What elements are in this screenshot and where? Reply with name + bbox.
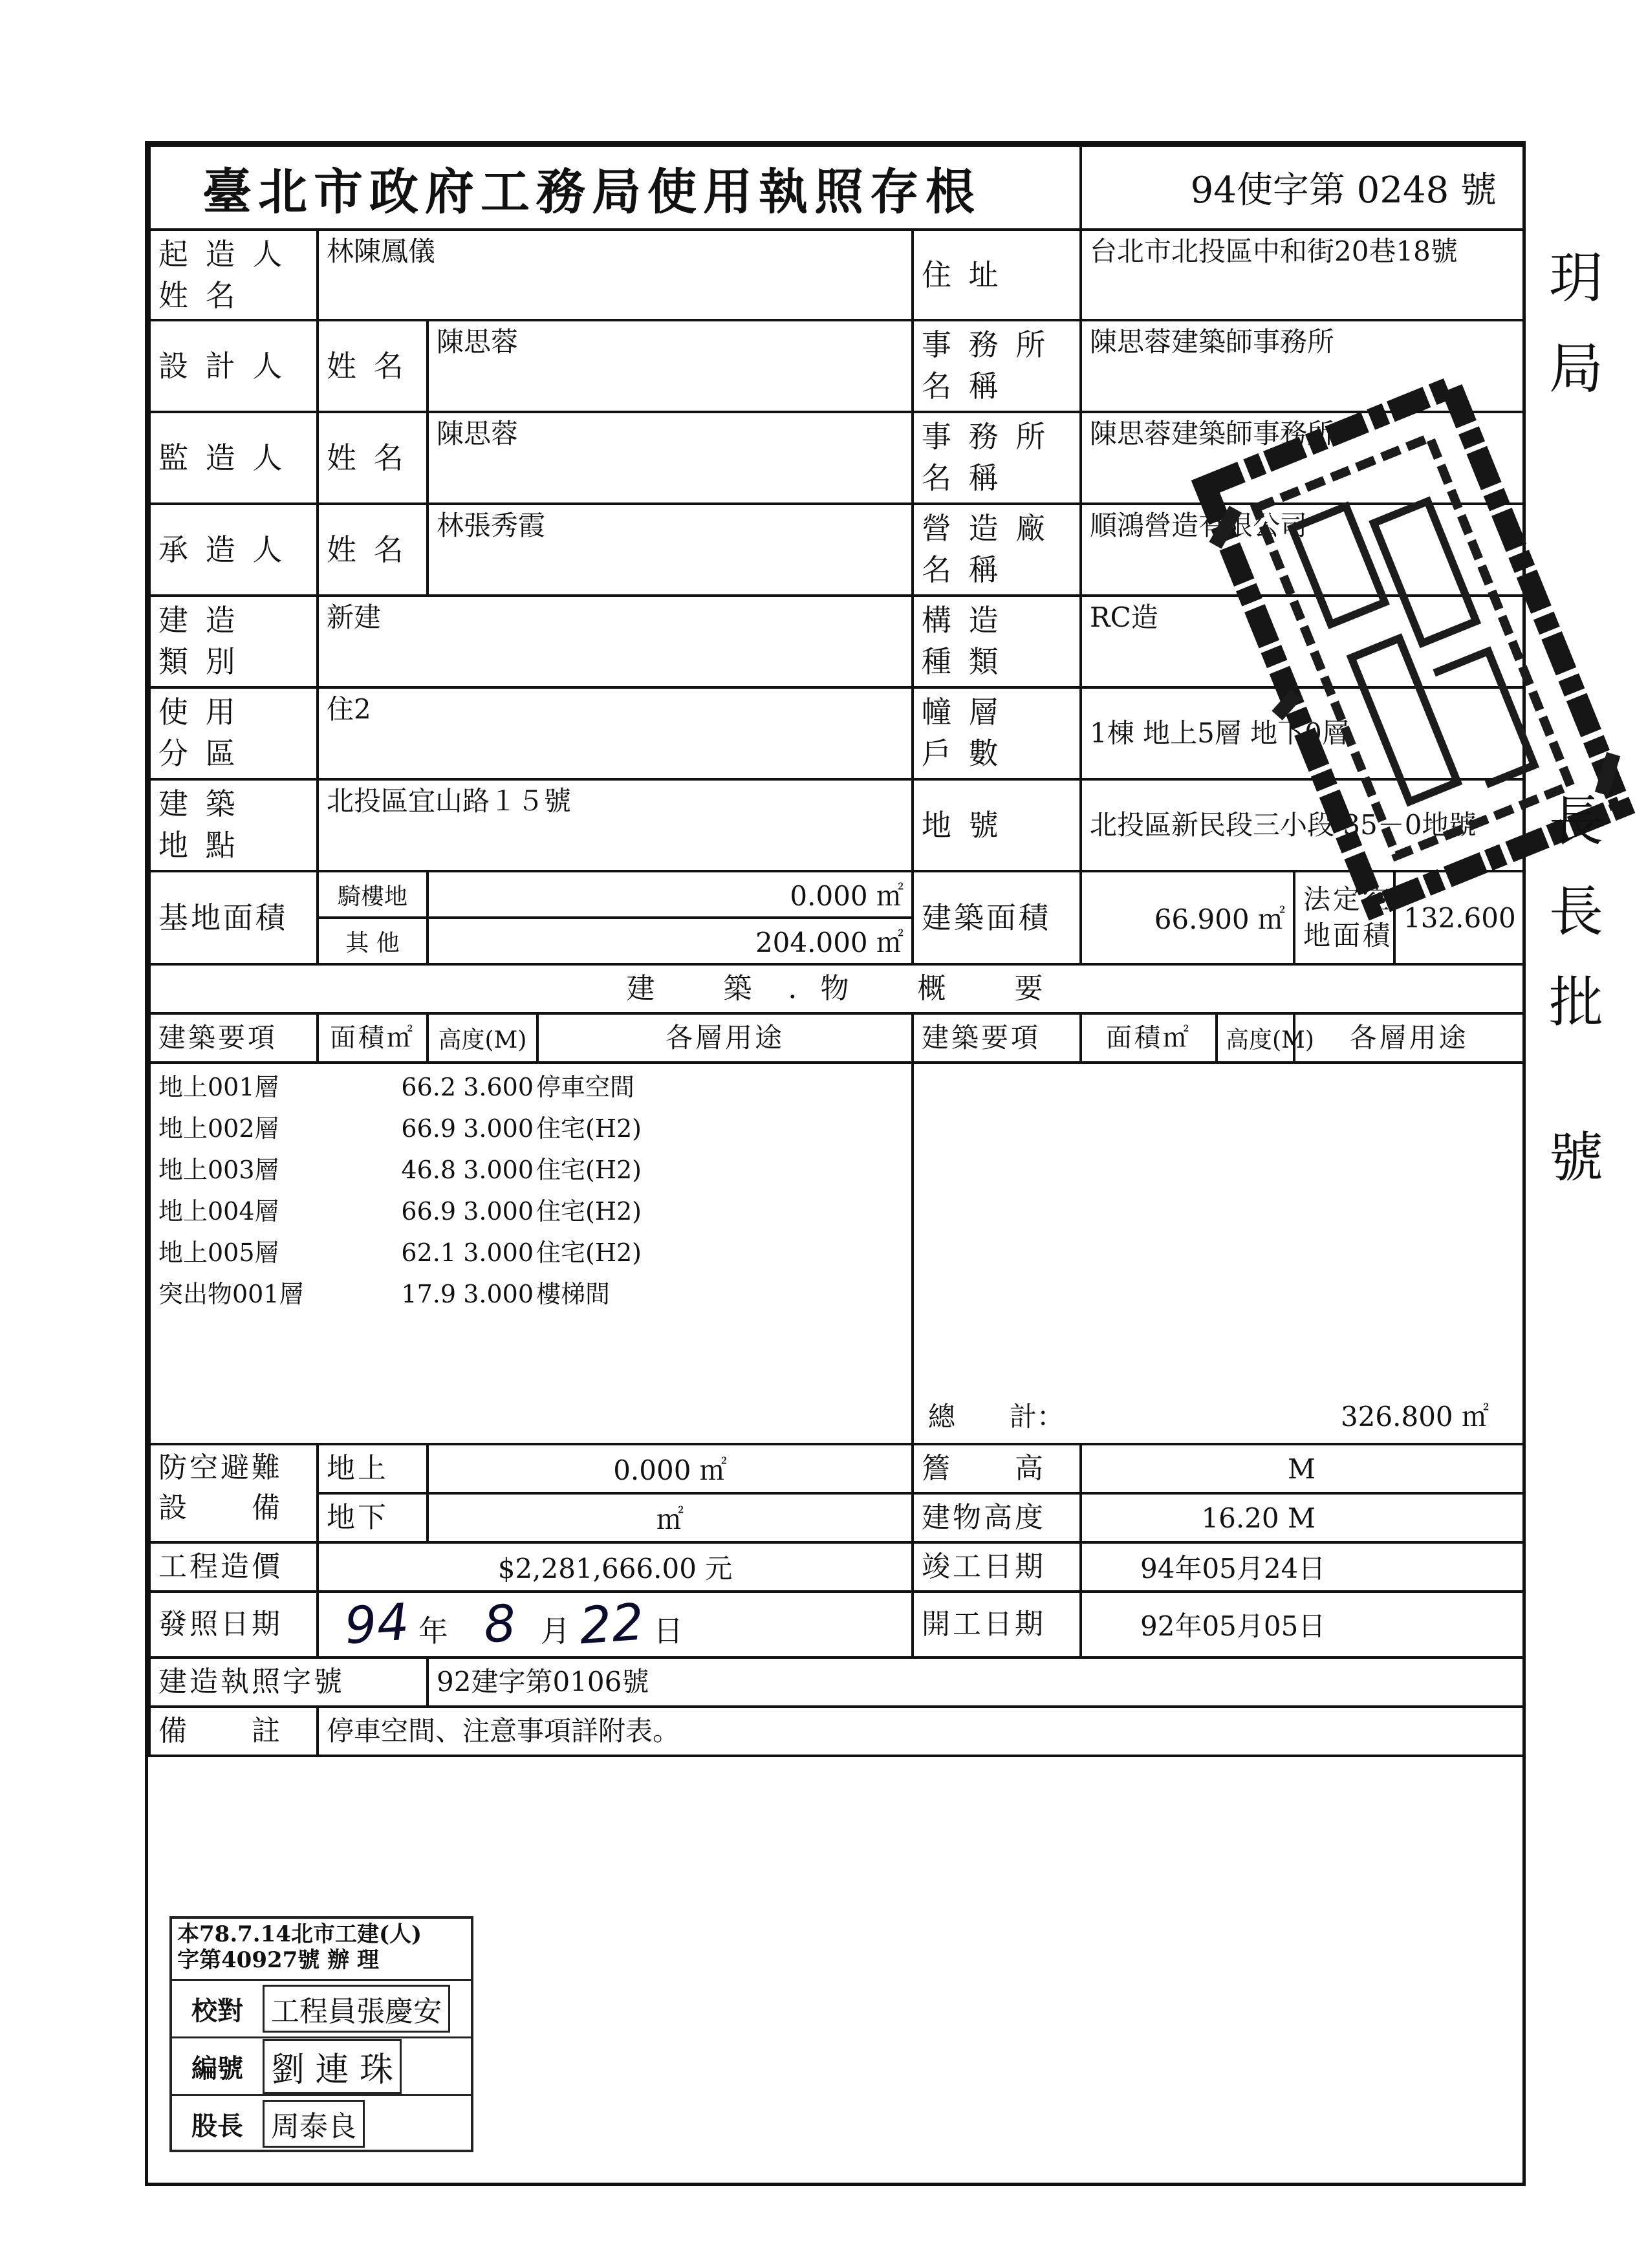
seal-check-row [172, 1981, 471, 2038]
units: 1棟 地上5層 地下0層 [1081, 687, 1524, 779]
build-permit-label: 建造執照字號 [149, 1658, 428, 1707]
zone: 住2 [318, 687, 913, 779]
floor-row: 地上003層 46.8 3.000 住宅(H2) [158, 1156, 642, 1184]
complete-date: 94年05月24日 [1081, 1542, 1524, 1592]
floor-row: 地上005層 62.1 3.000 住宅(H2) [158, 1238, 642, 1267]
supervisor-name-label: 姓 名 [318, 412, 428, 504]
shelter-label: 防空避難 設 備 [149, 1444, 318, 1542]
designer-name-label: 姓 名 [318, 320, 428, 412]
shelter-below-area: ㎡ [428, 1493, 913, 1542]
seal-number-value: 劉 連 珠 [263, 2039, 402, 2094]
open-space-area: 132.600 [1394, 871, 1524, 964]
eaves-height: M [1081, 1444, 1524, 1493]
site-area-label: 基地面積 [149, 871, 318, 964]
remarks: 停車空間、注意事項詳附表。 [318, 1707, 1524, 1756]
site-address: 北投區宜山路１５號 [318, 779, 913, 871]
document-title: 臺北市政府工務局使用執照存根 [149, 146, 1081, 230]
building-height-label: 建物高度 [913, 1493, 1081, 1542]
floor-row: 地上002層 66.9 3.000 住宅(H2) [158, 1114, 642, 1143]
col-area-right: 面積㎡ [1081, 1013, 1217, 1063]
shelter-below-label: 地下 [318, 1493, 428, 1542]
other-label: 其 他 [318, 918, 428, 964]
floor-row: 地上004層 66.9 3.000 住宅(H2) [158, 1197, 642, 1226]
col-area-left: 面積㎡ [318, 1013, 428, 1063]
total-row [922, 1398, 1515, 1440]
designer-label: 設 計 人 [149, 320, 318, 412]
building-area: 66.900 ㎡ [1081, 871, 1294, 964]
builder-label: 營 造 廠 名 稱 [913, 504, 1081, 596]
zone-label: 使 用 分 區 [149, 687, 318, 779]
permit-number: 94使字第 0248 號 [1081, 146, 1524, 230]
col-item-right: 建築要項 [913, 1013, 1081, 1063]
units-label: 幢 層 戶 數 [913, 687, 1081, 779]
struct-type-label: 構 造 種 類 [913, 596, 1081, 687]
supervisor-label: 監 造 人 [149, 412, 318, 504]
summary-heading: 建 築 ．物 概 要 [149, 964, 1524, 1013]
col-use-left: 各層用途 [537, 1013, 913, 1063]
building-area-label: 建築面積 [913, 871, 1081, 964]
address-label: 住 址 [913, 230, 1081, 320]
seal-chief-label: 股長 [191, 2110, 243, 2141]
seal-number-row [172, 2038, 471, 2096]
start-date-label: 開工日期 [913, 1592, 1081, 1658]
designer-office: 陳思蓉建築師事務所 [1081, 320, 1524, 412]
complete-date-label: 竣工日期 [913, 1542, 1081, 1592]
issue-year: 94 [342, 1593, 411, 1656]
seal-check-value: 工程員張慶安 [263, 1985, 450, 2033]
build-type-label: 建 造 類 別 [149, 596, 318, 687]
owner-label: 起 造 人 姓 名 [149, 230, 318, 320]
building-height: 16.20 M [1081, 1493, 1524, 1542]
issue-month: 8 [481, 1594, 518, 1655]
col-item-left: 建築要項 [149, 1013, 318, 1063]
arcade-label: 騎樓地 [318, 871, 428, 918]
shelter-above-area: 0.000 ㎡ [428, 1444, 913, 1493]
designer-office-label: 事 務 所 名 稱 [913, 320, 1081, 412]
total-label: 總 計： [928, 1401, 1065, 1432]
margin-vertical-text: 玥 局 長 長 批 號 [1549, 246, 1604, 1189]
cost-label: 工程造價 [149, 1542, 318, 1592]
cost-value: $2,281,666.00 元 [318, 1542, 913, 1592]
other-area: 204.000 ㎡ [428, 918, 913, 964]
supervisor-office-label: 事 務 所 名 稱 [913, 412, 1081, 504]
build-type: 新建 [318, 596, 913, 687]
builder-name: 順鴻營造有限公司 [1081, 504, 1524, 596]
seal-check-label: 校對 [191, 1995, 243, 2026]
floor-list-left [149, 1063, 913, 1444]
shelter-above-label: 地上 [318, 1444, 428, 1493]
remarks-label: 備 註 [149, 1707, 318, 1756]
contractor-name-label: 姓 名 [318, 504, 428, 596]
handling-seal-block [169, 1916, 473, 2152]
contractor-name: 林張秀霞 [428, 504, 913, 596]
supervisor-office: 陳思蓉建築師事務所 [1081, 412, 1524, 504]
issue-day: 22 [578, 1593, 646, 1656]
lot-number: 北投區新民段三小段 35－0地號 [1081, 779, 1524, 871]
floor-list-right [913, 1063, 1524, 1444]
seal-chief-value: 周泰良 [263, 2100, 365, 2148]
eaves-label: 簷 高 [913, 1444, 1081, 1493]
struct-type: RC造 [1081, 596, 1524, 687]
owner-address: 台北市北投區中和街20巷18號 [1081, 230, 1524, 320]
contractor-label: 承 造 人 [149, 504, 318, 596]
seal-reference: 本78.7.14北市工建(人) 字第40927號 辦 理 [172, 1919, 471, 1981]
issue-date-label: 發照日期 [149, 1592, 318, 1658]
owner-name: 林陳鳳儀 [318, 230, 913, 320]
lot-label: 地 號 [913, 779, 1081, 871]
open-space-label: 法定空 地面積 [1294, 871, 1394, 964]
arcade-area: 0.000 ㎡ [428, 871, 913, 918]
floor-row: 突出物001層 17.9 3.000 樓梯間 [158, 1280, 611, 1308]
permit-table [148, 144, 1525, 1757]
total-area: 326.800 ㎡ [1340, 1401, 1489, 1432]
build-permit-number: 92建字第0106號 [428, 1658, 1524, 1707]
col-height-right: 高度(M) [1217, 1013, 1294, 1063]
col-use-right: 各層用途 [1294, 1013, 1524, 1063]
seal-chief-row [172, 2096, 471, 2152]
start-date: 92年05月05日 [1081, 1592, 1524, 1658]
floor-row: 地上001層 66.2 3.600 停車空間 [158, 1073, 635, 1101]
site-label: 建 築 地 點 [149, 779, 318, 871]
supervisor-name: 陳思蓉 [428, 412, 913, 504]
seal-number-label: 編號 [191, 2053, 243, 2084]
col-height-left: 高度(M) [428, 1013, 537, 1063]
issue-date: 94 年 8 月 22 日 [318, 1592, 913, 1658]
designer-name: 陳思蓉 [428, 320, 913, 412]
